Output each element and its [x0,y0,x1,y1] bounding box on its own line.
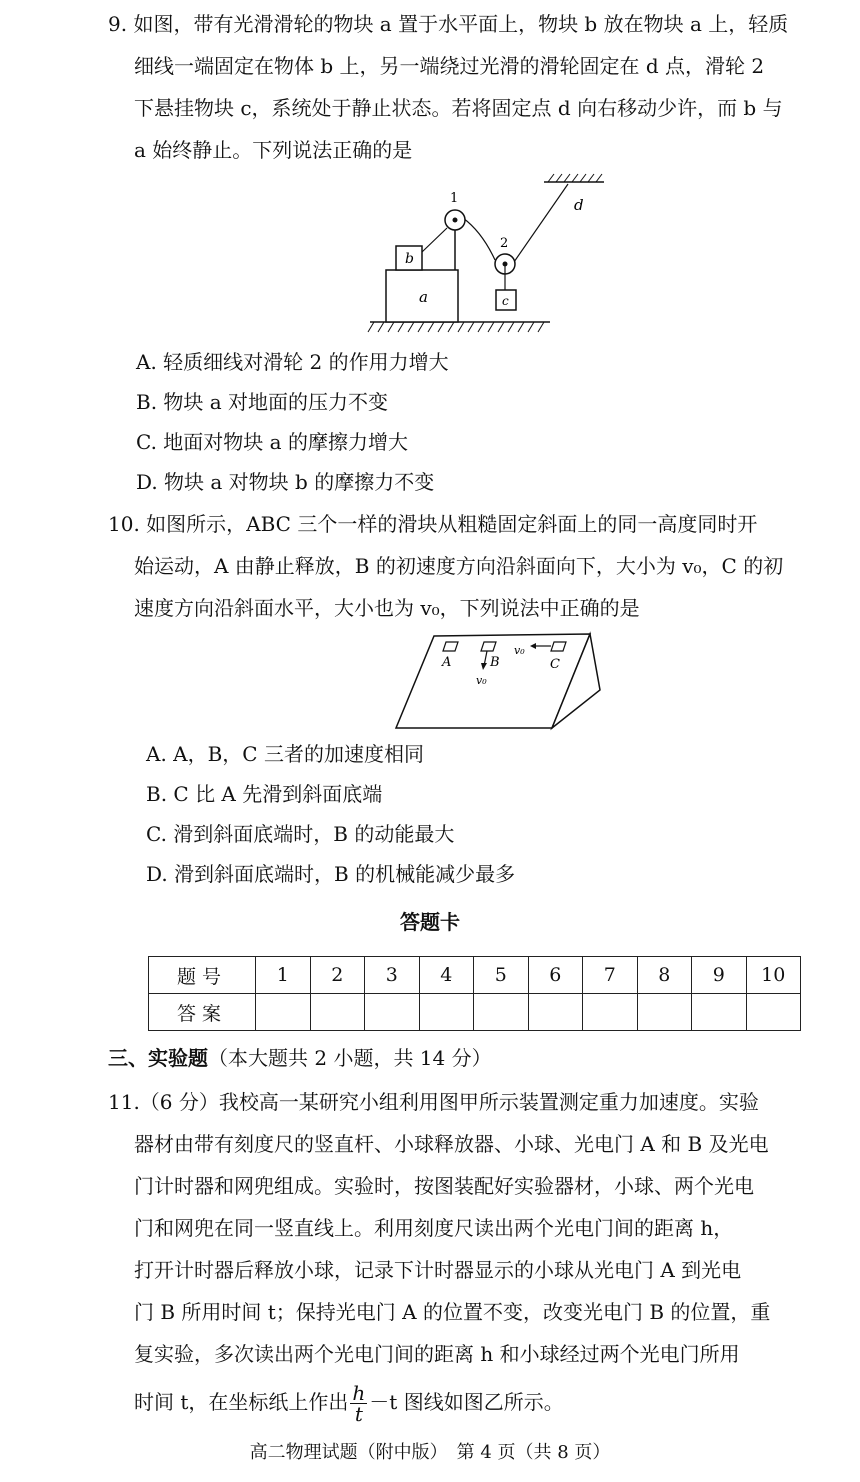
q11-line-7: 复实验，多次读出两个光电门间的距离 h 和小球经过两个光电门所用 [134,1342,740,1366]
question-number-cell: 1 [256,957,311,994]
q10-option-d: D. 滑到斜面底端时，B 的机械能减少最多 [146,862,516,886]
slider-c-velocity-label: v₀ [514,644,525,657]
answer-cell[interactable] [419,994,474,1031]
answer-card-answer-row [149,994,801,1031]
q9-option-a: A. 轻质细线对滑轮 2 的作用力增大 [136,350,449,374]
question-number-cell: 4 [419,957,474,994]
answer-cell[interactable] [692,994,747,1031]
q11-last-post: －t 图线如图乙所示。 [369,1390,564,1414]
q9-line-1: 9. 如图，带有光滑滑轮的物块 a 置于水平面上，物块 b 放在物块 a 上，轻质 [108,12,789,36]
q10-line-1: 10. 如图所示，ABC 三个一样的滑块从粗糙固定斜面上的同一高度同时开 [108,512,758,536]
fraction-numerator: h [352,1381,366,1405]
q10-incline-figure [390,630,610,734]
question-number-cell: 7 [583,957,638,994]
pulley-2-label: 2 [500,236,509,251]
q11-line-3: 门计时器和网兜组成。实验时，按图装配好实验器材，小球、两个光电 [134,1174,754,1198]
question-number-cell: 9 [692,957,747,994]
answer-card-number-header: 题号 [149,957,256,994]
q11-line-6: 门 B 所用时间 t；保持光电门 A 的位置不变，改变光电门 B 的位置，重 [134,1300,771,1324]
q10-option-b: B. C 比 A 先滑到斜面底端 [146,782,383,806]
q10-line-2: 始运动，A 由静止释放，B 的初速度方向沿斜面向下，大小为 v₀，C 的初 [134,554,784,578]
answer-cell[interactable] [583,994,638,1031]
q11-line-2: 器材由带有刻度尺的竖直杆、小球释放器、小球、光电门 A 和 B 及光电 [134,1132,769,1156]
answer-card-title: 答题卡 [400,910,460,934]
question-number-cell: 8 [637,957,692,994]
q10-option-c: C. 滑到斜面底端时，B 的动能最大 [146,822,455,846]
slider-a-label: A [442,655,452,670]
q11-line-4: 门和网兜在同一竖直线上。利用刻度尺读出两个光电门间的距离 h， [134,1216,734,1240]
q11-line-5: 打开计时器后释放小球，记录下计时器显示的小球从光电门 A 到光电 [134,1258,742,1282]
section-3-note: （本大题共 2 小题，共 14 分） [208,1046,492,1070]
answer-cell[interactable] [528,994,583,1031]
answer-cell[interactable] [256,994,311,1031]
answer-card-answer-header: 答案 [149,994,256,1031]
q10-line-3: 速度方向沿斜面水平，大小也为 v₀，下列说法中正确的是 [134,596,640,620]
slider-c-label: C [550,657,560,672]
q9-pulley-figure [360,172,620,342]
q9-line-3: 下悬挂物块 c，系统处于静止状态。若将固定点 d 向右移动少许，而 b 与 [134,96,783,120]
block-b-label: b [405,251,414,267]
q9-line-2: 细线一端固定在物体 b 上，另一端绕过光滑的滑轮固定在 d 点，滑轮 2 [134,54,765,78]
answer-cell[interactable] [637,994,692,1031]
answer-cell[interactable] [365,994,420,1031]
answer-cell[interactable] [310,994,365,1031]
q11-last-pre: 时间 t，在坐标纸上作出 [134,1390,349,1414]
fraction-denominator: t [354,1402,363,1426]
question-number-cell: 5 [474,957,529,994]
slider-b-label: B [490,655,500,670]
q9-option-d: D. 物块 a 对物块 b 的摩擦力不变 [136,470,435,494]
block-a-label: a [419,288,428,306]
q11-line-8 [134,1382,564,1424]
q10-option-a: A. A，B，C 三者的加速度相同 [146,742,424,766]
slider-b-velocity-label: v₀ [476,674,487,687]
answer-card-table [148,956,801,1031]
question-number-cell: 6 [528,957,583,994]
answer-card-number-row [149,957,801,994]
q9-option-c: C. 地面对物块 a 的摩擦力增大 [136,430,408,454]
page-footer: 高二物理试题（附中版） 第 4 页（共 8 页） [249,1442,611,1463]
answer-cell[interactable] [474,994,529,1031]
section-3-title: 三、实验题 [108,1046,208,1070]
answer-cell[interactable] [746,994,801,1031]
h-over-t-fraction [350,1383,367,1424]
question-number-cell: 10 [746,957,801,994]
q9-line-4: a 始终静止。下列说法正确的是 [134,138,413,162]
section-3-heading [108,1038,492,1078]
block-c-label: c [502,294,509,308]
q9-option-b: B. 物块 a 对地面的压力不变 [136,390,389,414]
question-number-cell: 2 [310,957,365,994]
question-number-cell: 3 [365,957,420,994]
q11-line-1: 11.（6 分）我校高一某研究小组利用图甲所示装置测定重力加速度。实验 [108,1090,759,1114]
point-d-label: d [574,196,584,214]
pulley-1-label: 1 [450,191,459,206]
